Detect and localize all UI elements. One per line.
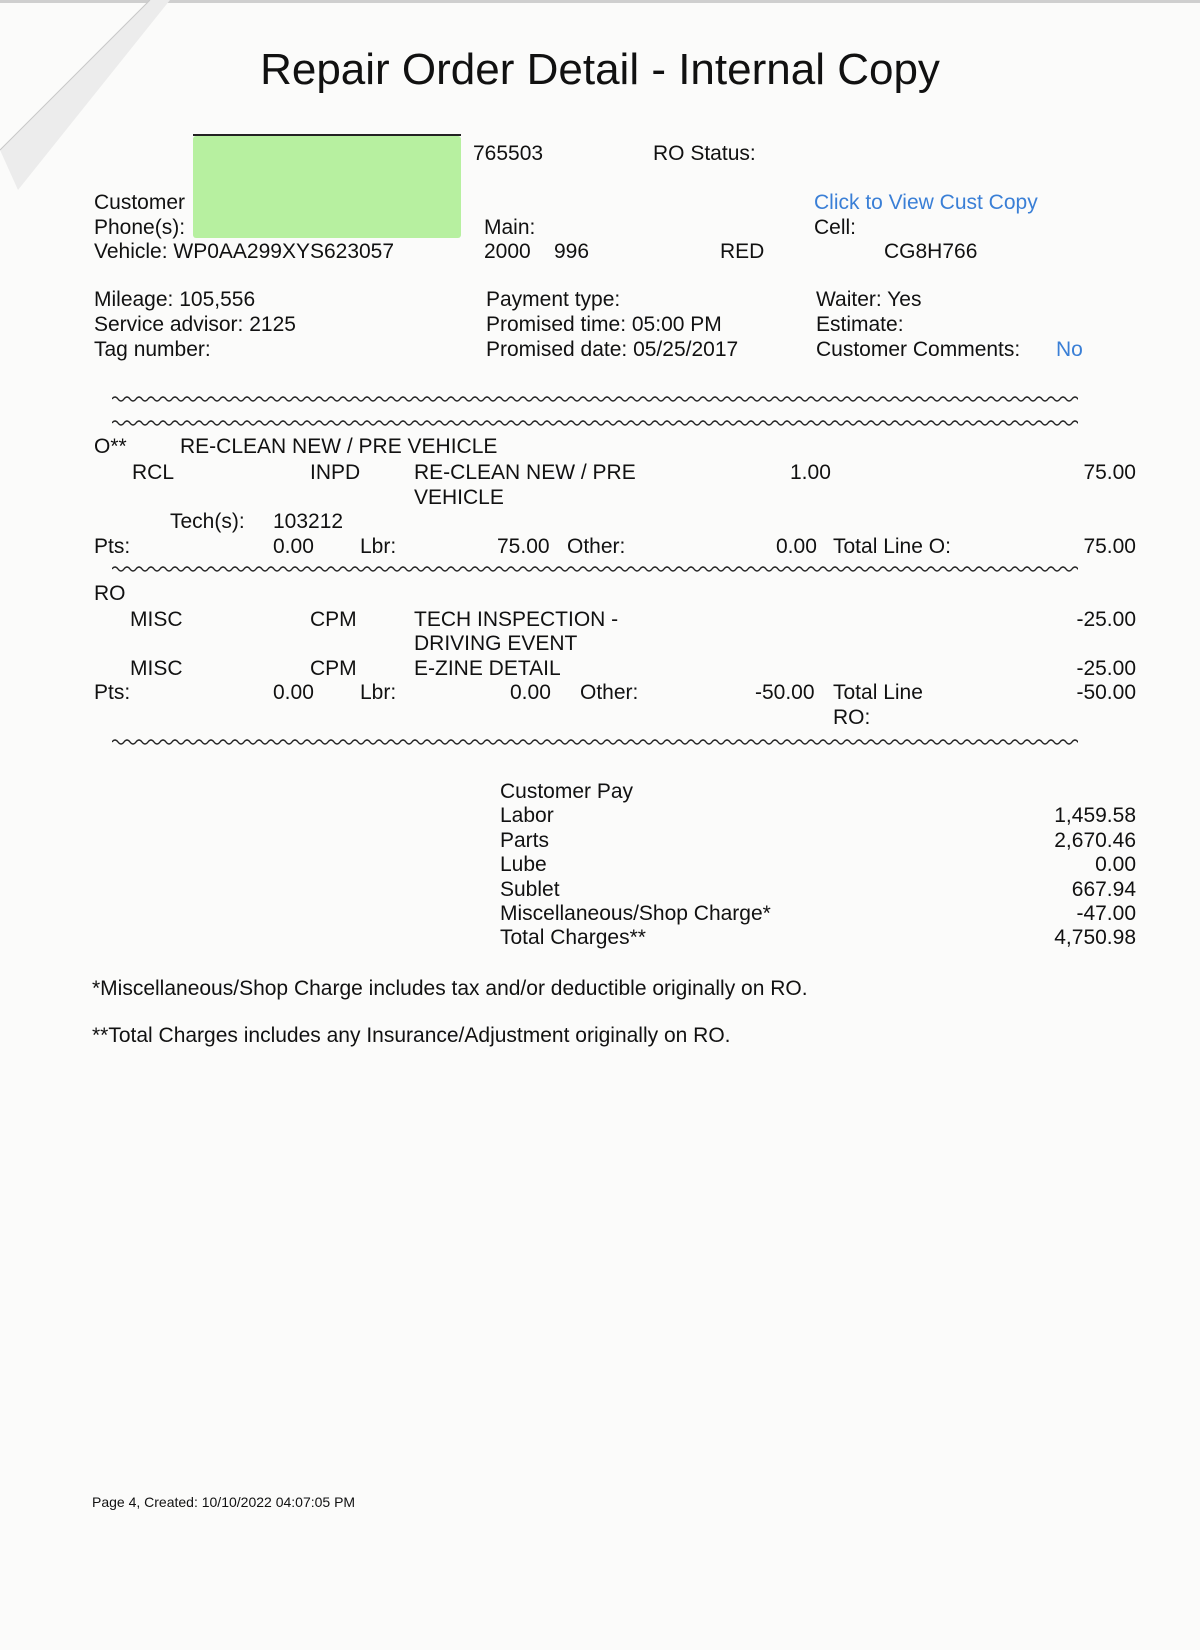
- payment-type-label: Payment type:: [486, 288, 621, 311]
- line-o-lbr: 75.00: [497, 535, 550, 558]
- vehicle-model: 996: [554, 240, 590, 263]
- line-o-lbr-label: Lbr:: [360, 535, 397, 558]
- line-o-code: O**: [94, 435, 127, 458]
- line-o-hours: 1.00: [790, 461, 831, 484]
- service-advisor: Service advisor: 2125: [94, 313, 296, 336]
- line-o-other: 0.00: [776, 535, 817, 558]
- line-ro-total-label-2: RO:: [833, 706, 871, 729]
- line-ro-item1-type: CPM: [310, 608, 357, 631]
- line-o-total: 75.00: [1083, 535, 1136, 558]
- summary-value-sublet: 667.94: [1071, 878, 1136, 901]
- customer-comments-value: No: [1056, 338, 1083, 361]
- line-ro-item2-amount: -25.00: [1076, 657, 1136, 680]
- summary-value-total: 4,750.98: [1054, 926, 1136, 949]
- page-footer: Page 4, Created: 10/10/2022 04:07:05 PM: [92, 1494, 356, 1510]
- cell-phone-label: Cell:: [814, 216, 857, 239]
- line-ro-item1-amount: -25.00: [1076, 608, 1136, 631]
- summary-value-misc: -47.00: [1076, 902, 1136, 925]
- line-ro-pts-label: Pts:: [94, 681, 131, 704]
- summary-label-lube: Lube: [500, 853, 547, 876]
- line-o-op-type: INPD: [310, 461, 361, 484]
- page-title: Repair Order Detail - Internal Copy: [260, 45, 940, 94]
- line-ro-item2-type: CPM: [310, 657, 357, 680]
- line-ro-item1-desc-1: TECH INSPECTION -: [414, 608, 619, 631]
- separator-line: [112, 394, 1078, 404]
- line-o-desc-2: VEHICLE: [414, 486, 504, 509]
- estimate-label: Estimate:: [816, 313, 904, 336]
- vehicle-color: RED: [720, 240, 765, 263]
- line-ro-other: -50.00: [755, 681, 815, 704]
- ro-status-label: RO Status:: [653, 142, 756, 165]
- vehicle-vin: Vehicle: WP0AA299XYS623057: [94, 240, 395, 263]
- vehicle-year: 2000: [484, 240, 531, 263]
- redacted-customer-info: [193, 136, 461, 238]
- summary-heading: Customer Pay: [500, 780, 634, 803]
- waiter: Waiter: Yes: [816, 288, 922, 311]
- line-o-amount: 75.00: [1083, 461, 1136, 484]
- separator-line: [112, 564, 1078, 574]
- summary-label-labor: Labor: [500, 804, 554, 827]
- line-ro-total-label-1: Total Line: [833, 681, 923, 704]
- line-o-op-code: RCL: [132, 461, 175, 484]
- line-ro-lbr-label: Lbr:: [360, 681, 397, 704]
- summary-label-misc: Miscellaneous/Shop Charge*: [500, 902, 771, 925]
- summary-label-sublet: Sublet: [500, 878, 560, 901]
- vehicle-tag: CG8H766: [884, 240, 978, 263]
- tag-number-label: Tag number:: [94, 338, 211, 361]
- line-ro-pts: 0.00: [273, 681, 314, 704]
- ro-number: 765503: [473, 142, 544, 165]
- line-o-pts: 0.00: [273, 535, 314, 558]
- note-misc-charge: *Miscellaneous/Shop Charge includes tax and/or deductible originally on RO.: [92, 977, 808, 1000]
- scan-edge: [0, 0, 1200, 3]
- line-ro-item2-desc: E-ZINE DETAIL: [414, 657, 561, 680]
- customer-comments-label: Customer Comments:: [816, 338, 1021, 361]
- line-ro-item2-code: MISC: [130, 657, 183, 680]
- summary-label-total: Total Charges**: [500, 926, 646, 949]
- line-ro-item1-desc-2: DRIVING EVENT: [414, 632, 578, 655]
- summary-value-parts: 2,670.46: [1054, 829, 1136, 852]
- line-ro-lbr: 0.00: [510, 681, 551, 704]
- separator-line: [112, 418, 1078, 428]
- line-o-techs-label: Tech(s):: [170, 510, 245, 533]
- promised-time: Promised time: 05:00 PM: [486, 313, 722, 336]
- line-o-total-label: Total Line O:: [833, 535, 951, 558]
- line-o-techs: 103212: [273, 510, 344, 533]
- line-o-desc-1: RE-CLEAN NEW / PRE: [414, 461, 636, 484]
- line-o-title: RE-CLEAN NEW / PRE VEHICLE: [180, 435, 498, 458]
- main-phone-label: Main:: [484, 216, 536, 239]
- summary-value-labor: 1,459.58: [1054, 804, 1136, 827]
- line-o-pts-label: Pts:: [94, 535, 131, 558]
- line-ro-other-label: Other:: [580, 681, 639, 704]
- view-cust-copy-link[interactable]: Click to View Cust Copy: [814, 191, 1038, 214]
- summary-value-lube: 0.00: [1095, 853, 1136, 876]
- separator-line: [112, 737, 1078, 747]
- promised-date: Promised date: 05/25/2017: [486, 338, 739, 361]
- customer-label: Customer: [94, 191, 186, 214]
- line-ro-total: -50.00: [1076, 681, 1136, 704]
- summary-label-parts: Parts: [500, 829, 550, 852]
- line-ro-code: RO: [94, 582, 126, 605]
- line-o-other-label: Other:: [567, 535, 626, 558]
- note-total-charges: **Total Charges includes any Insurance/Adjustment originally on RO.: [92, 1024, 731, 1047]
- line-ro-item1-code: MISC: [130, 608, 183, 631]
- mileage: Mileage: 105,556: [94, 288, 256, 311]
- phones-label: Phone(s):: [94, 216, 186, 239]
